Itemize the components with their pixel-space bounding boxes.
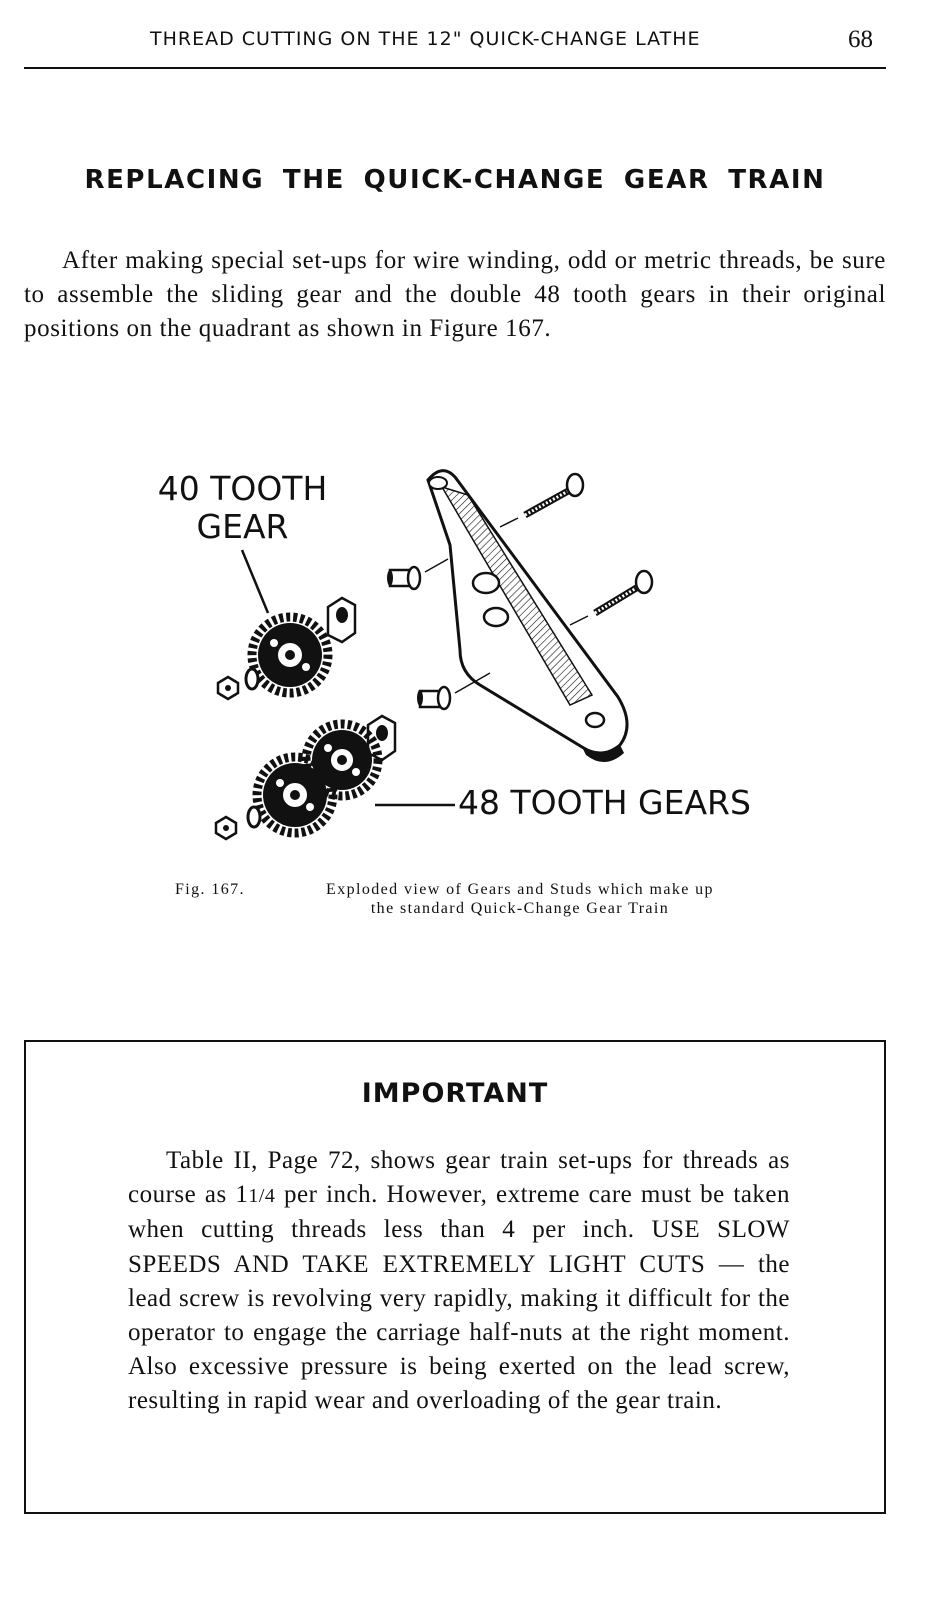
40-tooth-gear — [252, 617, 328, 693]
important-box — [24, 1040, 886, 1514]
lower-stud-bolt — [570, 571, 652, 625]
label-48-tooth-gears: 48 TOOTH GEARS — [458, 783, 751, 822]
caption-label: Fig. 167. — [175, 881, 245, 898]
upper-stud — [387, 559, 448, 589]
lower-washer — [248, 807, 260, 827]
page-number: 68 — [848, 26, 873, 53]
fraction-quarter: 1/4 — [248, 1185, 276, 1208]
upper-stud-bolt — [500, 474, 583, 527]
caption-line2: the standard Quick-Change Gear Train — [370, 900, 670, 917]
label-40-tooth-gear — [155, 470, 330, 546]
running-head-title: THREAD CUTTING ON THE 12" QUICK-CHANGE LATHE — [150, 28, 701, 50]
label-40-leader — [242, 550, 268, 613]
lower-stud — [417, 673, 490, 709]
upper-bushing — [328, 598, 355, 642]
label-40-line2: GEAR — [196, 507, 289, 546]
upper-washer — [246, 669, 258, 689]
important-title: IMPORTANT — [361, 1078, 549, 1109]
intro-paragraph: After making special set-ups for wire winding, odd or metric threads, be sure to assemble the sliding gear and the double 48 tooth gears in their original positions on the quadrant as shown in Figure 167. — [24, 247, 886, 342]
section-title: REPLACING THE QUICK-CHANGE GEAR TRAIN — [84, 165, 826, 195]
label-40-line1: 40 TOOTH — [157, 469, 328, 508]
important-body-part2: per inch. However, extreme care must be taken when cutting threads less than 4 per inch. USE SLOW SPEEDS AND TAKE EXTREMELY LIGHT CUTS — the lead screw is revolving very rapidly, making it difficult for the operator to engage the carriage half-nuts at the right moment. Also excessive pressure is being exerted on the lead screw, resulting in rapid wear and overloading of the gear train. — [128, 1181, 791, 1415]
important-body — [128, 1144, 790, 1419]
caption-line1: Exploded view of Gears and Studs which make up — [326, 881, 714, 898]
caption-text — [275, 880, 765, 918]
important-body-part1: Table II, Page 72, shows gear train set-ups for threads as course as 1 — [128, 1147, 790, 1209]
header-rule — [24, 67, 886, 69]
